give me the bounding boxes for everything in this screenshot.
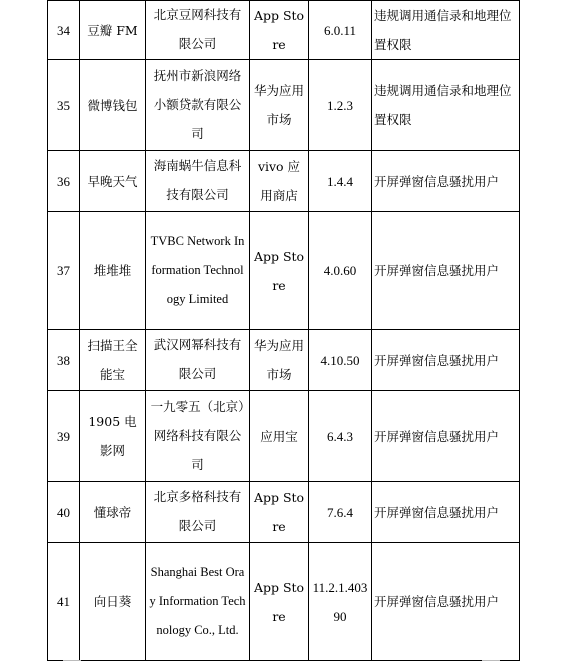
violation-issue: 开屏弹窗信息骚扰用户 — [372, 543, 520, 661]
row-number: 35 — [48, 60, 80, 151]
violation-issue: 开屏弹窗信息骚扰用户 — [372, 330, 520, 391]
app-version: 1.2.3 — [309, 60, 372, 151]
app-version: 6.4.3 — [309, 391, 372, 482]
app-name: 扫描王全能宝 — [80, 330, 146, 391]
row-number: 40 — [48, 482, 80, 543]
violation-issue: 开屏弹窗信息骚扰用户 — [372, 482, 520, 543]
table-row — [48, 212, 520, 330]
developer-name: TVBC Network Information Technology Limited — [146, 212, 250, 330]
app-version: 4.0.60 — [309, 212, 372, 330]
row-number: 38 — [48, 330, 80, 391]
page-corner-mark — [63, 660, 81, 665]
app-store: App Store — [250, 543, 309, 661]
table-row — [48, 151, 520, 212]
table-row — [48, 391, 520, 482]
app-name: 豆瓣 FM — [80, 1, 146, 60]
table-row — [48, 60, 520, 151]
developer-name: 抚州市新浪网络小额贷款有限公司 — [146, 60, 250, 151]
developer-name: 北京多格科技有限公司 — [146, 482, 250, 543]
row-number: 34 — [48, 1, 80, 60]
table-row — [48, 482, 520, 543]
app-store: App Store — [250, 482, 309, 543]
row-number: 39 — [48, 391, 80, 482]
table-row — [48, 1, 520, 60]
developer-name: Shanghai Best Oray Information Technology Co., Ltd. — [146, 543, 250, 661]
app-store: 华为应用市场 — [250, 60, 309, 151]
app-version: 7.6.4 — [309, 482, 372, 543]
app-version: 11.2.1.40390 — [309, 543, 372, 661]
developer-name: 一九零五（北京）网络科技有限公司 — [146, 391, 250, 482]
page-corner-mark — [482, 660, 500, 665]
app-version: 4.10.50 — [309, 330, 372, 391]
app-name: 向日葵 — [80, 543, 146, 661]
table-row — [48, 330, 520, 391]
app-name: 懂球帝 — [80, 482, 146, 543]
app-store: App Store — [250, 212, 309, 330]
developer-name: 武汉网幂科技有限公司 — [146, 330, 250, 391]
violation-issue: 开屏弹窗信息骚扰用户 — [372, 151, 520, 212]
app-name: 微博钱包 — [80, 60, 146, 151]
violation-issue: 违规调用通信录和地理位置权限 — [372, 60, 520, 151]
table-row — [48, 543, 520, 661]
app-store: App Store — [250, 1, 309, 60]
violation-issue: 开屏弹窗信息骚扰用户 — [372, 212, 520, 330]
app-store: 华为应用市场 — [250, 330, 309, 391]
row-number: 41 — [48, 543, 80, 661]
row-number: 36 — [48, 151, 80, 212]
developer-name: 海南蜗牛信息科技有限公司 — [146, 151, 250, 212]
developer-name: 北京豆网科技有限公司 — [146, 1, 250, 60]
violation-issue: 违规调用通信录和地理位置权限 — [372, 1, 520, 60]
app-version: 6.0.11 — [309, 1, 372, 60]
app-name: 堆堆堆 — [80, 212, 146, 330]
violation-issue: 开屏弹窗信息骚扰用户 — [372, 391, 520, 482]
row-number: 37 — [48, 212, 80, 330]
app-violation-table — [47, 0, 520, 661]
app-name: 早晚天气 — [80, 151, 146, 212]
app-name: 1905 电影网 — [80, 391, 146, 482]
app-store: 应用宝 — [250, 391, 309, 482]
app-version: 1.4.4 — [309, 151, 372, 212]
app-store: vivo 应用商店 — [250, 151, 309, 212]
